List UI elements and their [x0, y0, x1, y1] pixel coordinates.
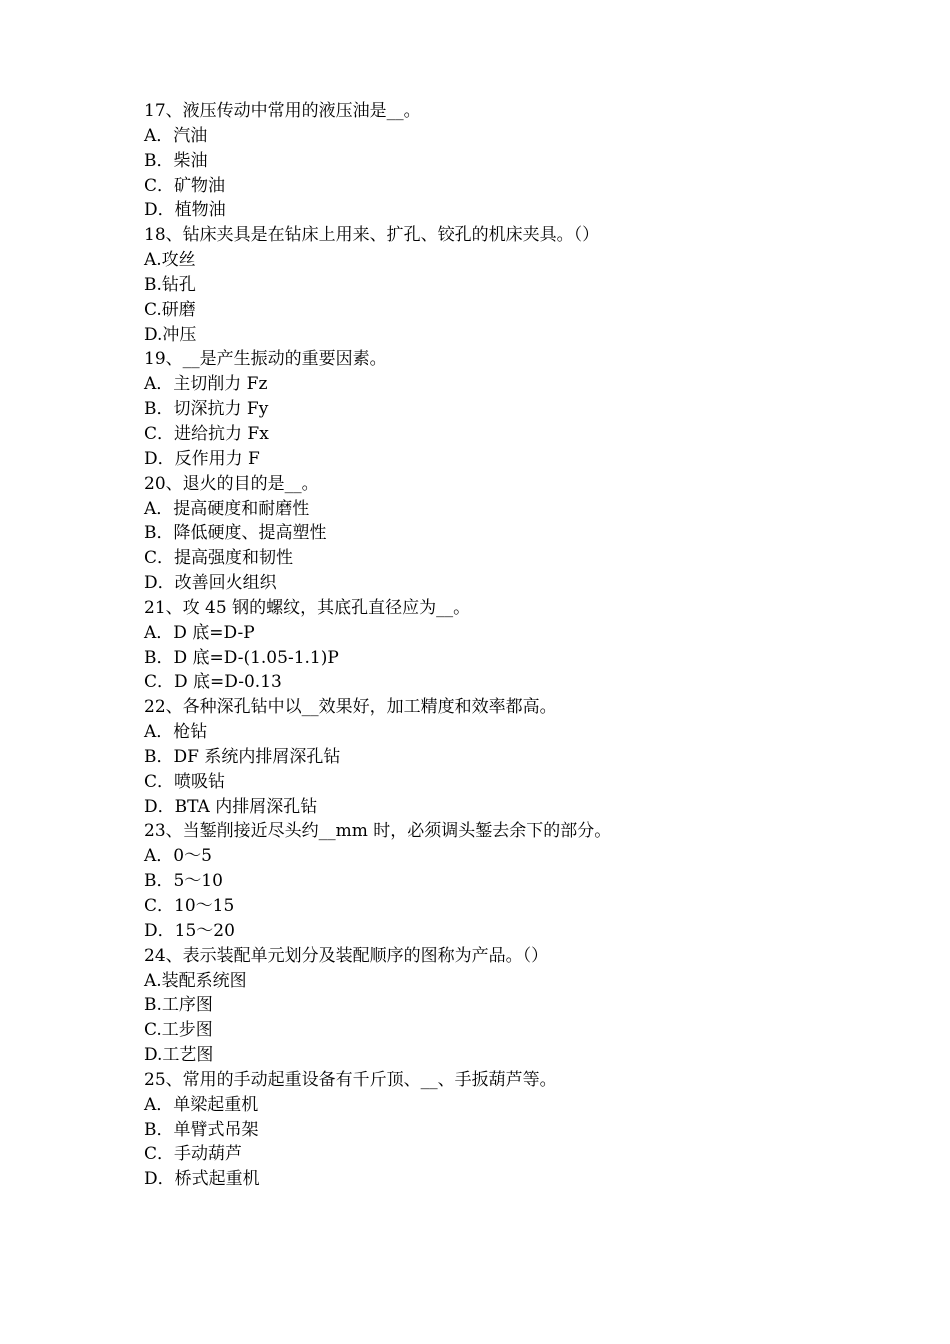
- question-stem: 23、当錾削接近尽头约__mm 时，必须调头錾去余下的部分。: [144, 821, 612, 842]
- option-c: C．D 底=D-0.13: [144, 672, 282, 693]
- option-b: B.钻孔: [144, 274, 196, 295]
- option-b: B．5～10: [144, 871, 223, 892]
- option-c: C．10～15: [144, 896, 235, 916]
- question-stem: 22、各种深孔钻中以__效果好，加工精度和效率都高。: [144, 697, 557, 718]
- option-d: D．桥式起重机: [144, 1169, 260, 1190]
- question-17: [144, 99, 844, 223]
- question-18: [144, 223, 844, 347]
- option-a: A.攻丝: [144, 250, 196, 271]
- option-a: A．单梁起重机: [144, 1094, 259, 1115]
- option-c: C.研磨: [144, 299, 196, 320]
- option-c: C．进给抗力 Fx: [144, 423, 269, 444]
- option-a: A.装配系统图: [144, 970, 247, 991]
- question-list: [144, 99, 844, 1192]
- option-b: B．柴油: [144, 150, 208, 171]
- question-stem: 25、常用的手动起重设备有千斤顶、__、手扳葫芦等。: [144, 1069, 557, 1090]
- option-c: C．手动葫芦: [144, 1144, 243, 1165]
- option-b: B．D 底=D-(1.05-1.1)P: [144, 647, 339, 668]
- option-b: B．切深抗力 Fy: [144, 399, 269, 420]
- option-c: C.工步图: [144, 1020, 213, 1041]
- option-a: A．提高硬度和耐磨性: [144, 498, 310, 519]
- option-a: A．D 底=D-P: [144, 622, 255, 643]
- option-b: B．降低硬度、提高塑性: [144, 523, 327, 544]
- option-d: D．改善回火组织: [144, 573, 277, 594]
- question-stem: 17、液压传动中常用的液压油是__。: [144, 101, 421, 121]
- option-d: D.冲压: [144, 324, 197, 345]
- option-a: A．主切削力 Fz: [144, 374, 268, 395]
- question-stem: 24、表示装配单元划分及装配顺序的图称为产品。（）: [144, 945, 549, 966]
- option-d: D．植物油: [144, 200, 226, 221]
- option-d: D.工艺图: [144, 1045, 214, 1066]
- question-22: [144, 695, 844, 819]
- option-a: A．汽油: [144, 125, 208, 146]
- question-20: [144, 472, 844, 596]
- question-stem: 18、钻床夹具是在钻床上用来、扩孔、铰孔的机床夹具。（）: [144, 225, 600, 246]
- question-24: [144, 944, 844, 1068]
- question-21: [144, 596, 844, 695]
- option-b: B.工序图: [144, 995, 213, 1016]
- question-25: [144, 1068, 844, 1192]
- question-19: [144, 347, 844, 471]
- option-d: D．BTA 内排屑深孔钻: [144, 796, 318, 817]
- option-d: D．15～20: [144, 920, 235, 941]
- option-c: C．提高强度和韧性: [144, 548, 294, 569]
- option-a: A．0～5: [144, 846, 212, 867]
- question-stem: 20、退火的目的是__。: [144, 473, 319, 494]
- question-stem: 19、__是产生振动的重要因素。: [144, 349, 387, 370]
- option-d: D．反作用力 F: [144, 448, 260, 469]
- option-c: C．喷吸钻: [144, 771, 226, 792]
- option-b: B．单臂式吊架: [144, 1119, 259, 1140]
- question-23: [144, 819, 844, 943]
- question-stem: 21、攻 45 钢的螺纹，其底孔直径应为__。: [144, 597, 471, 618]
- option-a: A．枪钻: [144, 722, 208, 743]
- option-c: C．矿物油: [144, 175, 226, 196]
- option-b: B．DF 系统内排屑深孔钻: [144, 746, 341, 767]
